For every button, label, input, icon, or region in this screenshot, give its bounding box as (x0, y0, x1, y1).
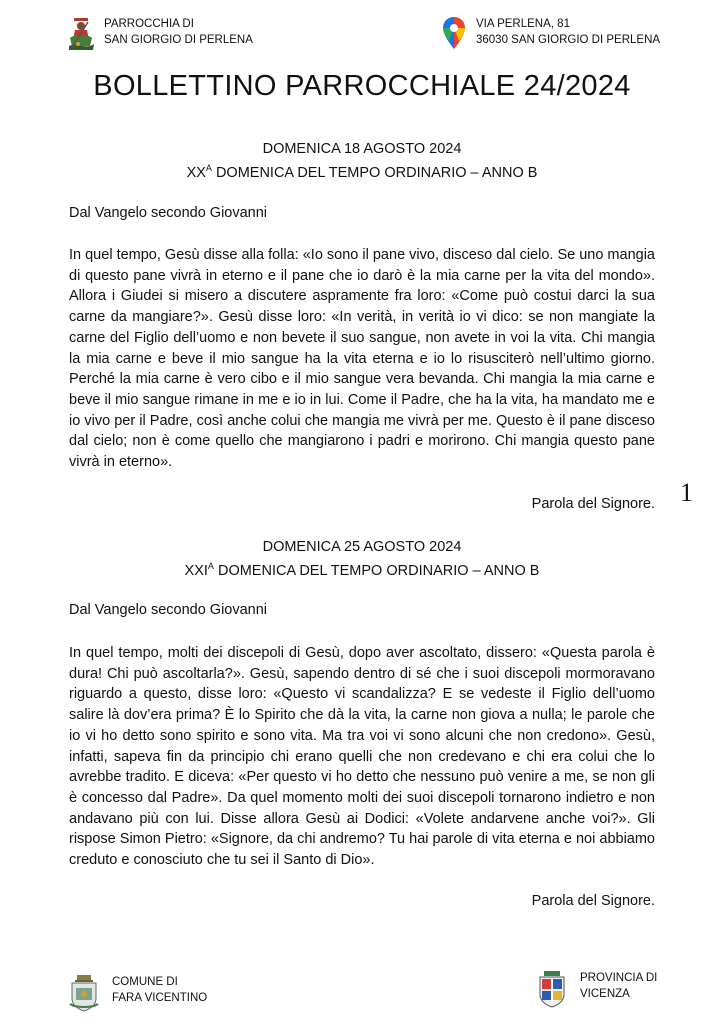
parish-name-line2: SAN GIORGIO DI PERLENA (104, 34, 253, 46)
footer-provincia (536, 970, 657, 1008)
municipal-crest-icon (68, 974, 100, 1012)
comune-line1: COMUNE DI (112, 976, 178, 988)
gospel-source: Dal Vangelo secondo Giovanni (69, 602, 268, 618)
provincia-line2: VICENZA (580, 988, 630, 1000)
saint-george-dragon-icon (66, 16, 96, 52)
sunday-title: $XX^A$ DOMENICA DEL TEMPO ORDINARIO – ANNO B (186, 163, 538, 181)
gospel-text: In quel tempo, molti dei discepoli di Gesù, dopo aver ascoltato, dissero: «Questa parola è dura! Chi può ascoltarla?». Gesù, sapendo dentro di sé che i suoi discepoli mormoravano riguardo a questo, disse loro: «Questo vi scandalizza? E se vedeste il Figlio dell’uomo salire là dov’era prima? È lo Spirito che dà la vita, la carne non giova a nulla; le parole che io vi ho detto sono spirito e sono vita. Ma tra voi vi sono alcuni che non credono». Gesù, infatti, sapeva fin da principio chi erano quelli che non credevano e chi era colui che lo avrebbe tradito. E diceva: «Per questo vi ho detto che nessuno può venire a me, se non gli è concesso dal Padre». Da quel momento molti dei suoi discepoli tornarono indietro e non andavano più con lui. Disse allora Gesù ai Dodici: «Volete andarvene anche voi?». Gli rispose Simon Pietro: «Signore, da chi andremo? Tu hai parole di vita eterna e noi abbiamo creduto e conosciuto che tu sei il Santo di Dio». (69, 645, 655, 869)
parish-name-line1: PARROCCHIA DI (104, 18, 194, 30)
map-pin-icon (442, 16, 466, 50)
province-crest-icon (536, 970, 568, 1008)
comune-line2: FARA VICENTINO (112, 992, 208, 1004)
section-heading-2 (0, 538, 724, 581)
section-heading-1 (0, 140, 724, 183)
gospel-text: In quel tempo, Gesù disse alla folla: «Io sono il pane vivo, disceso dal cielo. Se uno mangia di questo pane vivrà in eterno e il pane che io darò è la mia carne per la vita del mondo». Allora i Giudei si misero a discutere aspramente fra loro: «Come può costui darci la sua carne da mangiare?». Gesù disse loro: «In verità, in verità io vi dico: se non mangiate la carne del Figlio dell’uomo e non bevete il suo sangue, non avete in voi la vita. Chi mangia la mia carne e beve il mio sangue ha la vita eterna e io lo risusciterò nell’ultimo giorno. Perché la mia carne è vero cibo e il mio sangue vera bevanda. Chi mangia la mia carne e beve il mio sangue rimane in me e io in lui. Come il Padre, che ha la vita, ha mandato me e io vivo per il Padre, così anche colui che mangia me vivrà per me. Questo è il pane disceso dal cielo; non è come quello che mangiarono i padri e morirono. Chi mangia questo pane vivrà in eterno». (69, 247, 655, 471)
page-number: 1 (680, 478, 693, 507)
sunday-title: $XXI^A$ DOMENICA DEL TEMPO ORDINARIO – ANNO B (184, 561, 540, 579)
header-parish (66, 16, 253, 52)
page-title: BOLLETTINO PARROCCHIALE 24/2024 (93, 70, 631, 102)
gospel-closing: Parola del Signore. (531, 496, 655, 512)
address-line1: VIA PERLENA, 81 (476, 18, 570, 30)
provincia-line1: PROVINCIA DI (580, 972, 658, 984)
section-date: DOMENICA 25 AGOSTO 2024 (262, 539, 462, 555)
gospel-closing: Parola del Signore. (531, 893, 655, 909)
footer-comune (68, 974, 207, 1012)
header-address (442, 16, 660, 50)
address-line2: 36030 SAN GIORGIO DI PERLENA (476, 34, 661, 46)
section-date: DOMENICA 18 AGOSTO 2024 (262, 141, 462, 157)
gospel-source: Dal Vangelo secondo Giovanni (69, 205, 268, 221)
